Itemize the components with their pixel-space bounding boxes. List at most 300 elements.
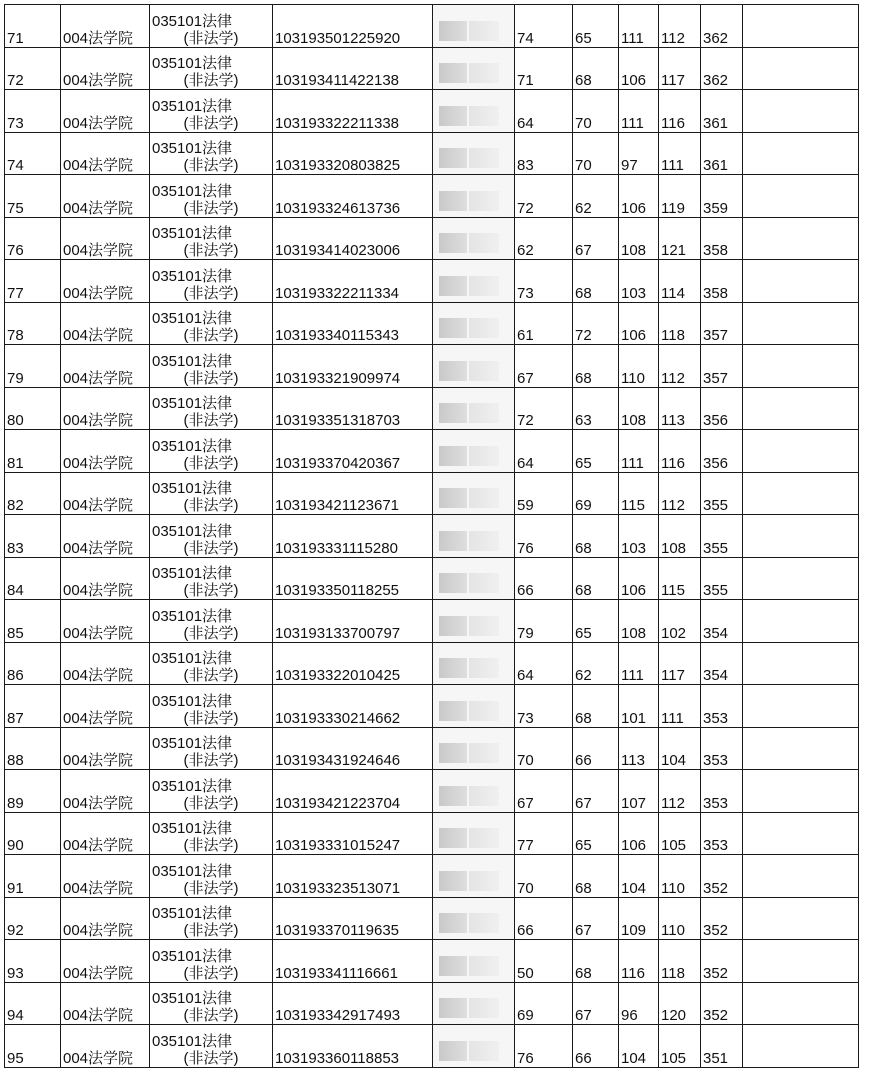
- score-subject1-cell: 108: [619, 387, 659, 430]
- score-subject2-cell: 102: [659, 600, 701, 643]
- total-score-cell: 352: [701, 940, 743, 983]
- major-code: 035101法律: [152, 12, 233, 30]
- major-cell: [150, 430, 273, 473]
- score-subject2-cell: 119: [659, 175, 701, 218]
- rank-cell: 85: [5, 600, 61, 643]
- rank-cell: 72: [5, 47, 61, 90]
- rank-cell: 71: [5, 5, 61, 48]
- major-cell: [150, 387, 273, 430]
- blank-cell: [743, 685, 859, 728]
- redaction-block: [439, 1041, 467, 1061]
- major-note: (非法学): [183, 29, 239, 47]
- score-politics-cell: 70: [515, 855, 573, 898]
- rank-cell: 75: [5, 175, 61, 218]
- score-politics-cell: 64: [515, 90, 573, 133]
- score-english-cell: 68: [573, 515, 619, 558]
- school-cell: 004法学院: [61, 217, 150, 260]
- candidate-id-cell: 103193501225920: [273, 5, 433, 48]
- rank-cell: 76: [5, 217, 61, 260]
- score-english-cell: 67: [573, 770, 619, 813]
- blank-cell: [743, 940, 859, 983]
- candidate-id-cell: 103193331015247: [273, 812, 433, 855]
- score-subject2-cell: 105: [659, 812, 701, 855]
- table-row: [5, 982, 859, 1025]
- score-subject2-cell: 118: [659, 302, 701, 345]
- major-note: (非法学): [183, 242, 239, 259]
- score-subject1-cell: 116: [619, 940, 659, 983]
- score-subject2-cell: 110: [659, 855, 701, 898]
- score-politics-cell: 67: [515, 345, 573, 388]
- score-subject2-cell: 110: [659, 897, 701, 940]
- school-cell: 004法学院: [61, 5, 150, 48]
- major-note: (非法学): [183, 199, 239, 217]
- score-politics-cell: 70: [515, 727, 573, 770]
- candidate-id-cell: 103193431924646: [273, 727, 433, 770]
- redaction-block: [469, 21, 499, 41]
- rank-cell: 90: [5, 812, 61, 855]
- redaction-block: [439, 233, 467, 253]
- rank-cell: 79: [5, 345, 61, 388]
- total-score-cell: 355: [701, 472, 743, 515]
- major-note: (非法学): [183, 752, 239, 769]
- blank-cell: [743, 175, 859, 218]
- table-row: [5, 387, 859, 430]
- major-code: 035101法律: [152, 607, 233, 625]
- rank-cell: 86: [5, 642, 61, 685]
- major-cell: [150, 175, 273, 218]
- rank-cell: 82: [5, 472, 61, 515]
- redaction-block: [469, 446, 499, 466]
- score-english-cell: 68: [573, 685, 619, 728]
- blank-cell: [743, 855, 859, 898]
- total-score-cell: 351: [701, 1025, 743, 1068]
- total-score-cell: 362: [701, 5, 743, 48]
- major-cell: [150, 47, 273, 90]
- total-score-cell: 352: [701, 982, 743, 1025]
- major-cell: [150, 600, 273, 643]
- score-english-cell: 63: [573, 387, 619, 430]
- total-score-cell: 357: [701, 302, 743, 345]
- redaction-block: [439, 318, 467, 338]
- major-code: 035101法律: [152, 140, 233, 157]
- major-note: (非法学): [183, 624, 239, 642]
- score-politics-cell: 64: [515, 642, 573, 685]
- redaction-block: [469, 191, 499, 211]
- table-row: [5, 770, 859, 813]
- major-note: (非法学): [183, 72, 239, 89]
- name-cell-redacted: [433, 812, 515, 855]
- score-subject2-cell: 117: [659, 47, 701, 90]
- score-english-cell: 72: [573, 302, 619, 345]
- name-cell-redacted: [433, 90, 515, 133]
- redaction-block: [469, 106, 499, 126]
- rank-cell: 84: [5, 557, 61, 600]
- redaction-block: [469, 616, 499, 636]
- redaction-block: [469, 913, 499, 933]
- candidate-id-cell: 103193133700797: [273, 600, 433, 643]
- major-note: (非法学): [183, 837, 239, 854]
- table-row: [5, 5, 859, 48]
- score-subject2-cell: 112: [659, 770, 701, 813]
- score-english-cell: 65: [573, 812, 619, 855]
- major-cell: [150, 260, 273, 303]
- score-subject1-cell: 108: [619, 600, 659, 643]
- blank-cell: [743, 90, 859, 133]
- redaction-block: [469, 531, 499, 551]
- name-cell-redacted: [433, 175, 515, 218]
- rank-cell: 78: [5, 302, 61, 345]
- score-subject1-cell: 106: [619, 302, 659, 345]
- score-politics-cell: 73: [515, 685, 573, 728]
- redaction-block: [439, 913, 467, 933]
- major-code: 035101法律: [152, 437, 233, 455]
- major-note: (非法学): [183, 539, 239, 557]
- table-row: [5, 897, 859, 940]
- name-cell-redacted: [433, 345, 515, 388]
- total-score-cell: 358: [701, 260, 743, 303]
- major-code: 035101法律: [152, 820, 233, 837]
- total-score-cell: 354: [701, 642, 743, 685]
- score-subject2-cell: 104: [659, 727, 701, 770]
- school-cell: 004法学院: [61, 557, 150, 600]
- rank-cell: 93: [5, 940, 61, 983]
- table-row: [5, 175, 859, 218]
- name-cell-redacted: [433, 515, 515, 558]
- blank-cell: [743, 557, 859, 600]
- table-row: [5, 855, 859, 898]
- candidate-id-cell: 103193350118255: [273, 557, 433, 600]
- table-row: [5, 600, 859, 643]
- redaction-block: [439, 63, 467, 83]
- rank-cell: 89: [5, 770, 61, 813]
- candidate-id-cell: 103193421223704: [273, 770, 433, 813]
- score-english-cell: 66: [573, 1025, 619, 1068]
- score-subject1-cell: 110: [619, 345, 659, 388]
- redaction-block: [469, 233, 499, 253]
- major-cell: [150, 302, 273, 345]
- candidate-id-cell: 103193340115343: [273, 302, 433, 345]
- school-cell: 004法学院: [61, 302, 150, 345]
- table-row: [5, 727, 859, 770]
- rank-cell: 95: [5, 1025, 61, 1068]
- total-score-cell: 361: [701, 132, 743, 175]
- school-cell: 004法学院: [61, 727, 150, 770]
- blank-cell: [743, 387, 859, 430]
- table-row: [5, 940, 859, 983]
- score-subject2-cell: 114: [659, 260, 701, 303]
- blank-cell: [743, 642, 859, 685]
- score-subject2-cell: 116: [659, 430, 701, 473]
- major-code: 035101法律: [152, 352, 233, 370]
- table-row: [5, 132, 859, 175]
- score-politics-cell: 61: [515, 302, 573, 345]
- major-code: 035101法律: [152, 650, 233, 667]
- redaction-block: [469, 786, 499, 806]
- score-subject1-cell: 103: [619, 515, 659, 558]
- score-politics-cell: 64: [515, 430, 573, 473]
- name-cell-redacted: [433, 47, 515, 90]
- candidate-id-cell: 103193324613736: [273, 175, 433, 218]
- score-english-cell: 68: [573, 260, 619, 303]
- table-row: [5, 217, 859, 260]
- redaction-block: [439, 871, 467, 891]
- blank-cell: [743, 472, 859, 515]
- rank-cell: 81: [5, 430, 61, 473]
- school-cell: 004法学院: [61, 430, 150, 473]
- major-cell: [150, 217, 273, 260]
- score-subject1-cell: 106: [619, 47, 659, 90]
- candidate-id-cell: 103193322211334: [273, 260, 433, 303]
- score-english-cell: 68: [573, 940, 619, 983]
- rank-cell: 92: [5, 897, 61, 940]
- name-cell-redacted: [433, 557, 515, 600]
- score-politics-cell: 73: [515, 260, 573, 303]
- major-code: 035101法律: [152, 522, 233, 540]
- score-politics-cell: 66: [515, 897, 573, 940]
- total-score-cell: 358: [701, 217, 743, 260]
- score-english-cell: 68: [573, 855, 619, 898]
- score-english-cell: 69: [573, 472, 619, 515]
- score-subject1-cell: 111: [619, 430, 659, 473]
- major-code: 035101法律: [152, 862, 233, 880]
- rank-cell: 83: [5, 515, 61, 558]
- redaction-block: [439, 616, 467, 636]
- table-row: [5, 515, 859, 558]
- blank-cell: [743, 302, 859, 345]
- score-politics-cell: 79: [515, 600, 573, 643]
- score-subject1-cell: 111: [619, 642, 659, 685]
- school-cell: 004法学院: [61, 345, 150, 388]
- school-cell: 004法学院: [61, 897, 150, 940]
- table-row: [5, 47, 859, 90]
- redaction-block: [469, 276, 499, 296]
- school-cell: 004法学院: [61, 472, 150, 515]
- total-score-cell: 354: [701, 600, 743, 643]
- table-row: [5, 472, 859, 515]
- score-subject2-cell: 105: [659, 1025, 701, 1068]
- name-cell-redacted: [433, 1025, 515, 1068]
- score-subject1-cell: 106: [619, 175, 659, 218]
- rank-cell: 77: [5, 260, 61, 303]
- major-note: (非法学): [183, 412, 239, 429]
- major-note: (非法学): [183, 114, 239, 132]
- redaction-block: [469, 956, 499, 976]
- name-cell-redacted: [433, 940, 515, 983]
- major-cell: [150, 1025, 273, 1068]
- redaction-block: [439, 658, 467, 678]
- name-cell-redacted: [433, 897, 515, 940]
- score-subject1-cell: 111: [619, 90, 659, 133]
- score-english-cell: 70: [573, 90, 619, 133]
- rank-cell: 94: [5, 982, 61, 1025]
- total-score-cell: 356: [701, 387, 743, 430]
- blank-cell: [743, 727, 859, 770]
- blank-cell: [743, 430, 859, 473]
- school-cell: 004法学院: [61, 132, 150, 175]
- score-english-cell: 62: [573, 642, 619, 685]
- candidate-id-cell: 103193421123671: [273, 472, 433, 515]
- school-cell: 004法学院: [61, 387, 150, 430]
- redaction-block: [439, 956, 467, 976]
- score-politics-cell: 71: [515, 47, 573, 90]
- school-cell: 004法学院: [61, 982, 150, 1025]
- redaction-block: [469, 828, 499, 848]
- candidate-id-cell: 103193341116661: [273, 940, 433, 983]
- major-note: (非法学): [183, 667, 239, 684]
- score-english-cell: 70: [573, 132, 619, 175]
- score-politics-cell: 83: [515, 132, 573, 175]
- major-code: 035101法律: [152, 735, 233, 752]
- blank-cell: [743, 1025, 859, 1068]
- major-note: (非法学): [183, 879, 239, 897]
- score-politics-cell: 74: [515, 5, 573, 48]
- total-score-cell: 352: [701, 855, 743, 898]
- major-code: 035101法律: [152, 990, 233, 1007]
- score-subject2-cell: 118: [659, 940, 701, 983]
- score-politics-cell: 62: [515, 217, 573, 260]
- school-cell: 004法学院: [61, 47, 150, 90]
- table-row: [5, 345, 859, 388]
- redaction-block: [439, 701, 467, 721]
- major-note: (非法学): [183, 157, 239, 174]
- school-cell: 004法学院: [61, 855, 150, 898]
- table-row: [5, 90, 859, 133]
- school-cell: 004法学院: [61, 600, 150, 643]
- score-subject2-cell: 112: [659, 472, 701, 515]
- major-code: 035101法律: [152, 97, 233, 115]
- major-note: (非法学): [183, 1049, 239, 1067]
- blank-cell: [743, 982, 859, 1025]
- major-code: 035101法律: [152, 565, 233, 582]
- score-politics-cell: 66: [515, 557, 573, 600]
- major-cell: [150, 897, 273, 940]
- name-cell-redacted: [433, 855, 515, 898]
- rank-cell: 88: [5, 727, 61, 770]
- major-cell: [150, 642, 273, 685]
- blank-cell: [743, 260, 859, 303]
- name-cell-redacted: [433, 302, 515, 345]
- score-subject2-cell: 121: [659, 217, 701, 260]
- rank-cell: 80: [5, 387, 61, 430]
- redaction-block: [469, 318, 499, 338]
- score-subject2-cell: 115: [659, 557, 701, 600]
- blank-cell: [743, 812, 859, 855]
- candidate-id-cell: 103193351318703: [273, 387, 433, 430]
- total-score-cell: 355: [701, 557, 743, 600]
- redaction-block: [439, 191, 467, 211]
- candidate-id-cell: 103193342917493: [273, 982, 433, 1025]
- score-english-cell: 66: [573, 727, 619, 770]
- blank-cell: [743, 345, 859, 388]
- score-subject1-cell: 101: [619, 685, 659, 728]
- redaction-block: [469, 1041, 499, 1061]
- name-cell-redacted: [433, 770, 515, 813]
- name-cell-redacted: [433, 727, 515, 770]
- score-subject1-cell: 103: [619, 260, 659, 303]
- score-english-cell: 67: [573, 982, 619, 1025]
- candidate-id-cell: 103193330214662: [273, 685, 433, 728]
- blank-cell: [743, 217, 859, 260]
- school-cell: 004法学院: [61, 515, 150, 558]
- table-row: [5, 430, 859, 473]
- redaction-block: [439, 531, 467, 551]
- candidate-id-cell: 103193323513071: [273, 855, 433, 898]
- redaction-block: [439, 573, 467, 593]
- major-cell: [150, 557, 273, 600]
- school-cell: 004法学院: [61, 260, 150, 303]
- table-row: [5, 1025, 859, 1068]
- score-english-cell: 67: [573, 217, 619, 260]
- name-cell-redacted: [433, 260, 515, 303]
- major-cell: [150, 812, 273, 855]
- major-cell: [150, 90, 273, 133]
- blank-cell: [743, 600, 859, 643]
- candidate-id-cell: 103193414023006: [273, 217, 433, 260]
- redaction-block: [439, 743, 467, 763]
- score-subject1-cell: 96: [619, 982, 659, 1025]
- candidate-id-cell: 103193322010425: [273, 642, 433, 685]
- blank-cell: [743, 47, 859, 90]
- total-score-cell: 353: [701, 727, 743, 770]
- redaction-block: [439, 828, 467, 848]
- score-subject2-cell: 117: [659, 642, 701, 685]
- redaction-block: [469, 998, 499, 1018]
- score-subject1-cell: 106: [619, 557, 659, 600]
- rank-cell: 87: [5, 685, 61, 728]
- major-cell: [150, 472, 273, 515]
- redaction-block: [469, 658, 499, 678]
- major-cell: [150, 940, 273, 983]
- score-subject2-cell: 111: [659, 132, 701, 175]
- score-politics-cell: 67: [515, 770, 573, 813]
- score-politics-cell: 76: [515, 515, 573, 558]
- candidate-id-cell: 103193360118853: [273, 1025, 433, 1068]
- score-english-cell: 65: [573, 600, 619, 643]
- school-cell: 004法学院: [61, 175, 150, 218]
- score-subject1-cell: 115: [619, 472, 659, 515]
- major-cell: [150, 770, 273, 813]
- redaction-block: [439, 403, 467, 423]
- score-subject1-cell: 108: [619, 217, 659, 260]
- score-subject1-cell: 106: [619, 812, 659, 855]
- blank-cell: [743, 770, 859, 813]
- major-note: (非法学): [183, 794, 239, 812]
- rank-cell: 74: [5, 132, 61, 175]
- score-english-cell: 68: [573, 47, 619, 90]
- school-cell: 004法学院: [61, 1025, 150, 1068]
- name-cell-redacted: [433, 132, 515, 175]
- redaction-block: [469, 148, 499, 168]
- name-cell-redacted: [433, 217, 515, 260]
- table-row: [5, 557, 859, 600]
- redaction-block: [439, 488, 467, 508]
- major-code: 035101法律: [152, 1032, 233, 1050]
- admission-score-table: [4, 4, 859, 1068]
- candidate-id-cell: 103193322211338: [273, 90, 433, 133]
- score-subject2-cell: 108: [659, 515, 701, 558]
- score-subject2-cell: 116: [659, 90, 701, 133]
- score-politics-cell: 72: [515, 175, 573, 218]
- name-cell-redacted: [433, 472, 515, 515]
- candidate-id-cell: 103193331115280: [273, 515, 433, 558]
- name-cell-redacted: [433, 685, 515, 728]
- redaction-block: [439, 21, 467, 41]
- name-cell-redacted: [433, 430, 515, 473]
- score-english-cell: 65: [573, 5, 619, 48]
- major-cell: [150, 5, 273, 48]
- name-cell-redacted: [433, 642, 515, 685]
- major-code: 035101法律: [152, 55, 233, 72]
